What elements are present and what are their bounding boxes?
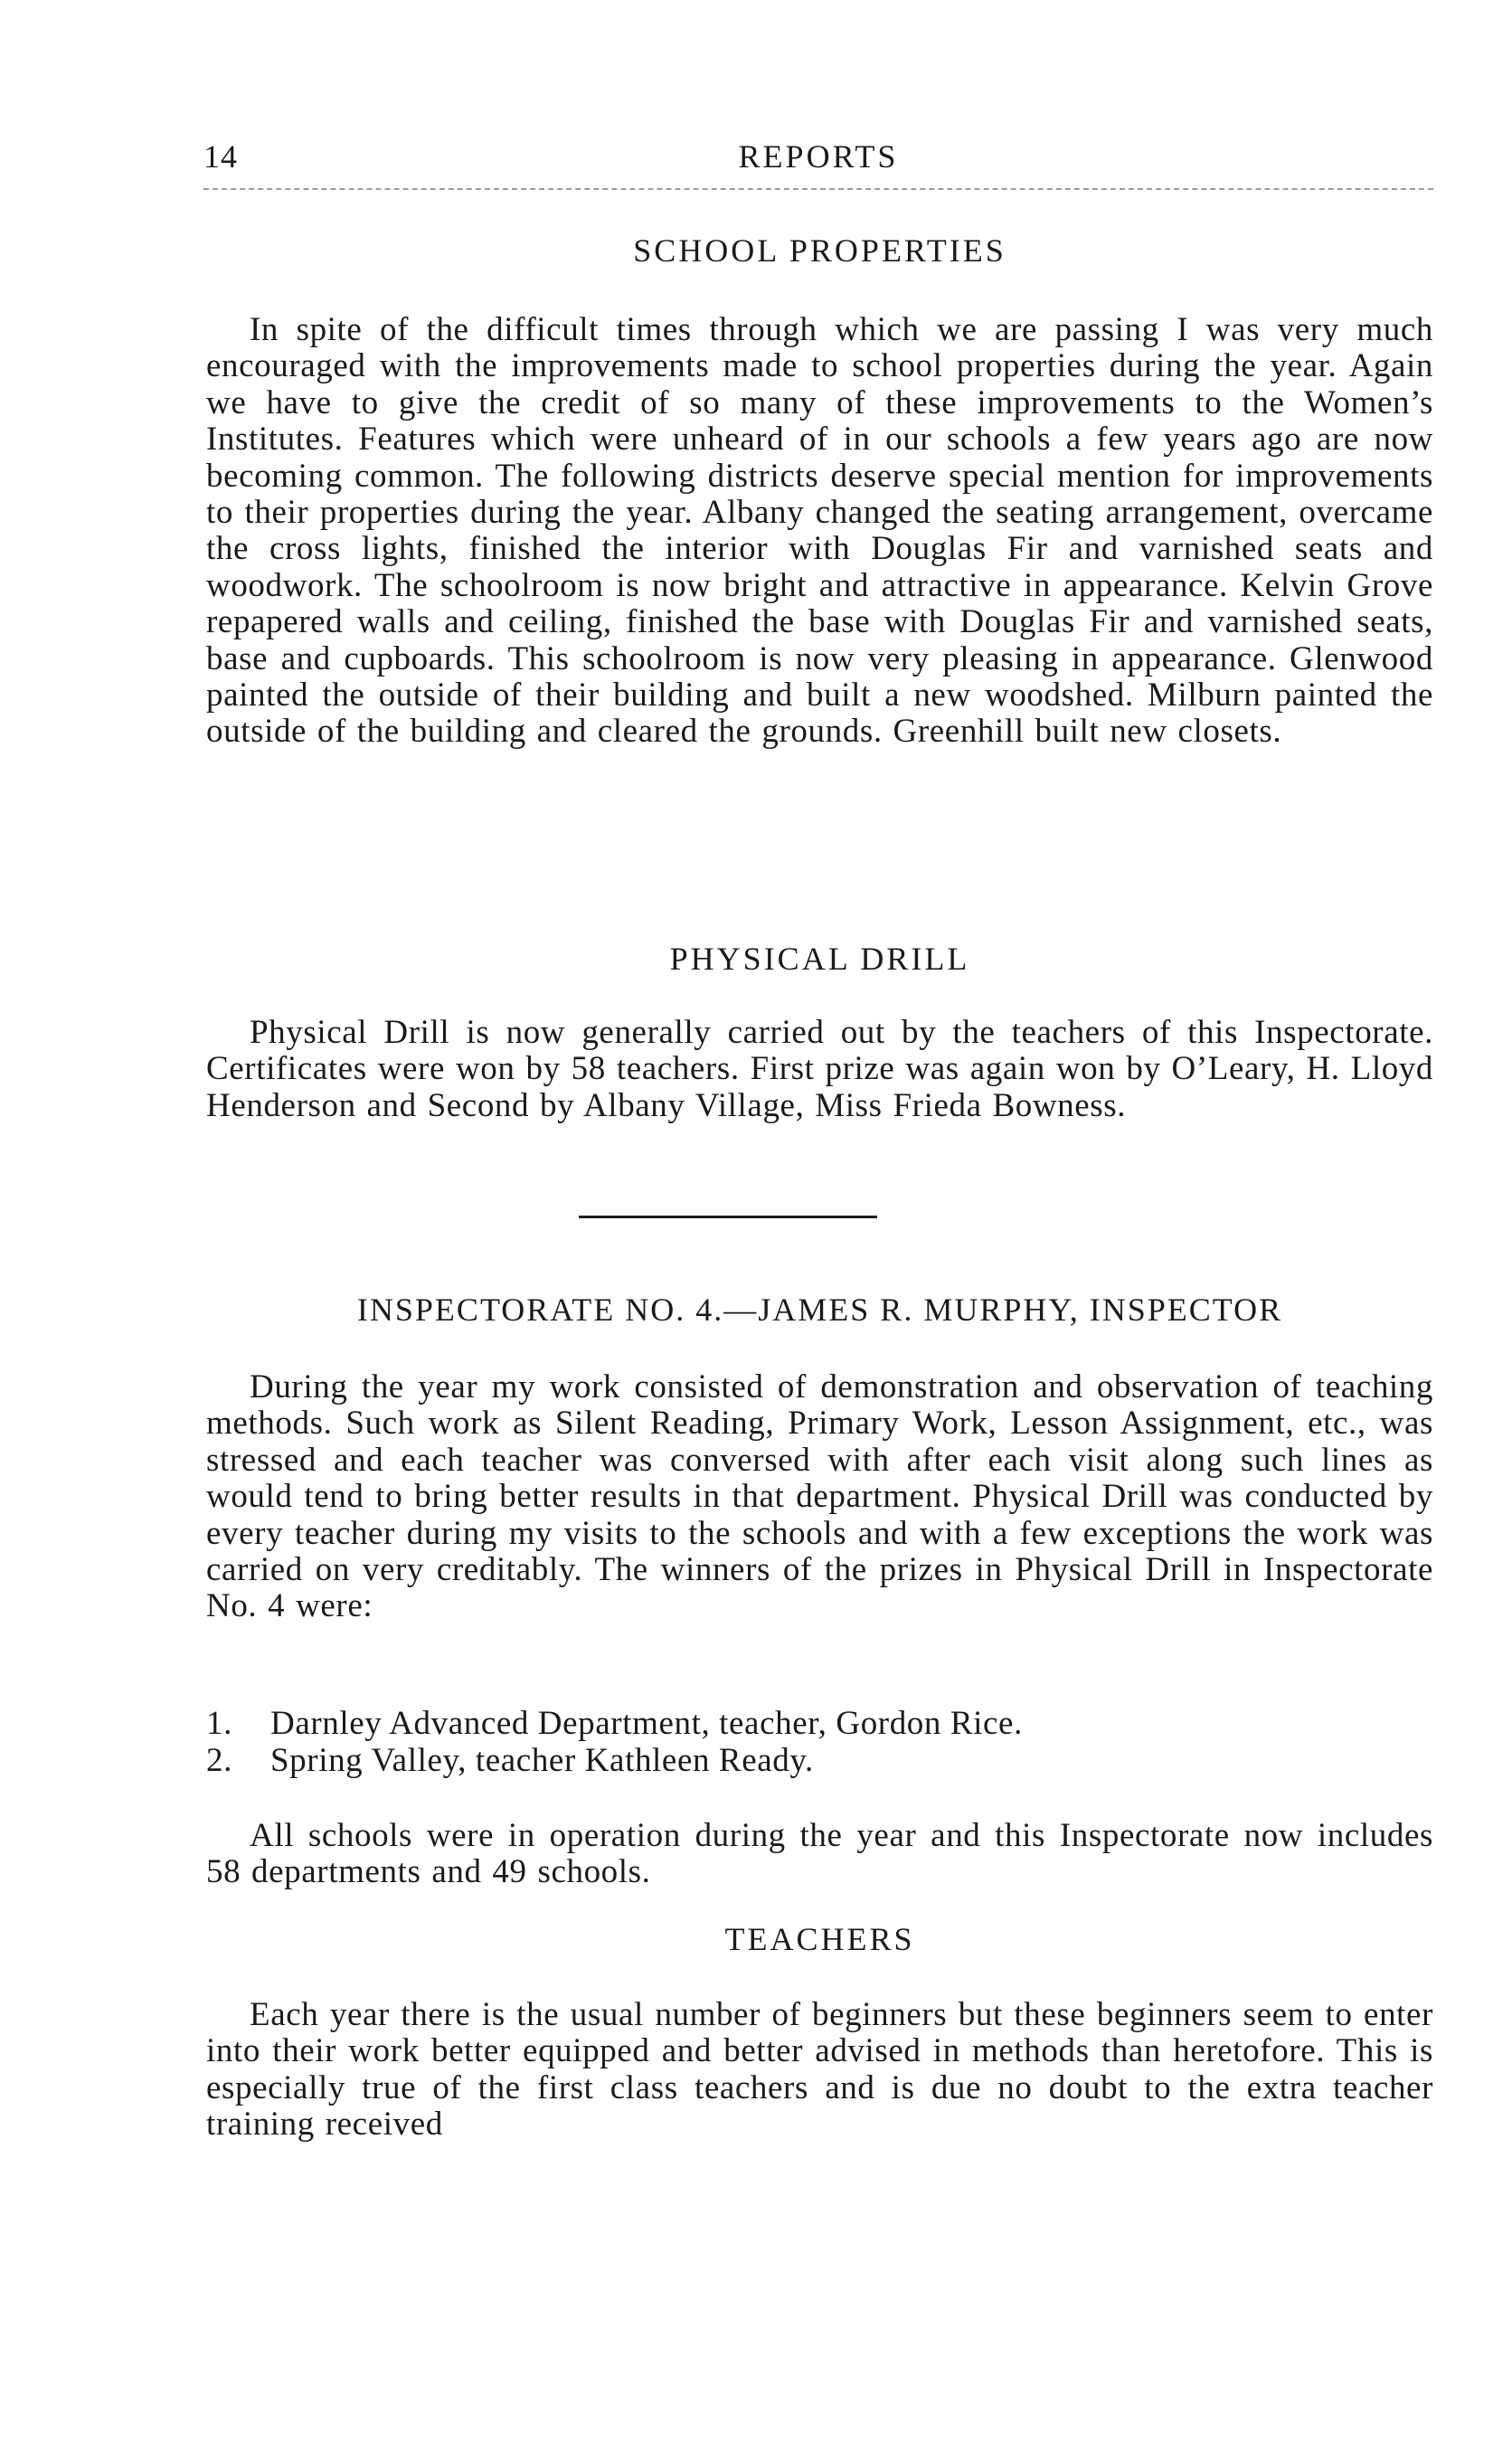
- inspectorate-heading: INSPECTORATE NO. 4.—JAMES R. MURPHY, INSPECTOR: [356, 1292, 1283, 1328]
- running-title: REPORTS: [738, 138, 899, 175]
- school-properties-paragraph: In spite of the difficult times through which we are passing I was very much encouraged with the improvements made to school properties during the year. Again we have to give the credit of so many of these improvements to the Women’s Institutes. Features which were unheard of in our schools a few years ago are now becoming common. The following districts deserve special mention for improvements to their properties during the year. Albany changed the seating arrangement, overcame the cross lights, finished the interior with Douglas Fir and varnished seats and woodwork. The schoolroom is now bright and attractive in appearance. Kelvin Grove repapered walls and ceiling, finished the base with Douglas Fir and varnished seats, base and cupboards. This schoolroom is now very pleasing in appearance. Glenwood painted the outside of their building and built a new woodshed. Milburn painted the outside of the building and cleared the grounds. Greenhill built new closets.: [206, 311, 1433, 751]
- list-item: [206, 1743, 1433, 1780]
- list-item: [206, 1706, 1433, 1743]
- list-item-number: 2.: [206, 1741, 232, 1779]
- header-rule: [203, 188, 1433, 190]
- inspectorate-section: [206, 1369, 1433, 1625]
- teachers-section: [206, 1997, 1433, 2144]
- list-item-text: Spring Valley, teacher Kathleen Ready.: [270, 1741, 814, 1779]
- teachers-paragraph: Each year there is the usual number of beginners but these beginners seem to enter into their work better equipped and better advised in methods than heretofore. This is especially true of the first class teachers and is due no doubt to the extra teacher training received: [206, 1996, 1433, 2144]
- page-number: 14: [203, 138, 238, 175]
- inspectorate-closing-paragraph: All schools were in operation during the year and this Inspectorate now includes 58 departments and 49 schools.: [206, 1817, 1433, 1891]
- physical-drill-paragraph: Physical Drill is now generally carried out by the teachers of this Inspectorate. Certificates were won by 58 teachers. First prize was again won by O’Leary, H. Lloyd Henderson and Second by Albany Village, Miss Frieda Bowness.: [206, 1014, 1433, 1124]
- prize-winners-list: [206, 1706, 1433, 1779]
- school-properties-heading: SCHOOL PROPERTIES: [633, 232, 1006, 269]
- list-item-number: 1.: [206, 1705, 232, 1742]
- list-item-text: Darnley Advanced Department, teacher, Gordon Rice.: [270, 1705, 1023, 1742]
- running-head: [203, 137, 1433, 188]
- teachers-heading: TEACHERS: [724, 1921, 915, 1957]
- physical-drill-heading: PHYSICAL DRILL: [669, 941, 970, 977]
- inspectorate-closing-section: [206, 1818, 1433, 1891]
- inspectorate-paragraph: During the year my work consisted of demonstration and observation of teaching methods. Such work as Silent Reading, Primary Work, Lesson Assignment, etc., was stressed and each teacher was conversed with after each visit along such lines as would tend to bring better results in that department. Physical Drill was conducted by every teacher during my visits to the schools and with a few exceptions the work was carried on very creditably. The winners of the prizes in Physical Drill in Inspectorate No. 4 were:: [206, 1368, 1433, 1625]
- physical-drill-section: [206, 1015, 1433, 1124]
- section-divider: [579, 1216, 877, 1218]
- school-properties-section: [206, 312, 1433, 751]
